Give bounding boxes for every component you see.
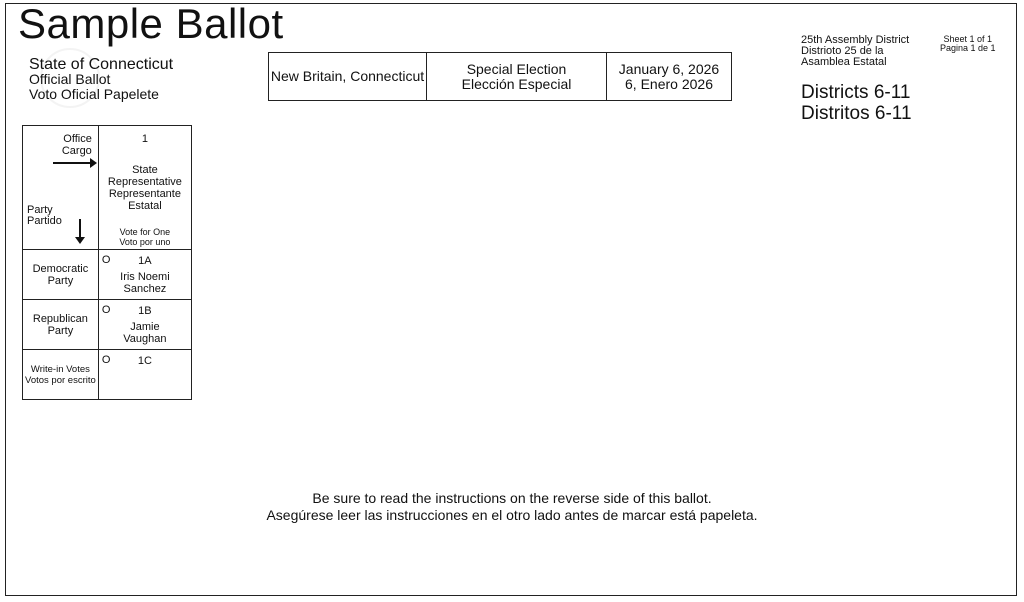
vote-oval-1a[interactable]: O — [101, 254, 111, 266]
sheet-number-es: Pagina 1 de 1 — [940, 43, 996, 53]
election-type-es: Elección Especial — [461, 75, 572, 92]
candidate-cell-1c[interactable] — [98, 350, 191, 400]
election-date-cell — [607, 53, 731, 100]
town-name: New Britain, Connecticut — [270, 68, 425, 84]
candidate-cell-1a[interactable] — [98, 250, 191, 300]
candidate-name: Iris Noemi Sanchez — [120, 271, 170, 295]
ballot-row-write-in — [23, 350, 192, 400]
candidate-cell-1b[interactable] — [98, 300, 191, 350]
vote-oval-1b[interactable]: O — [101, 304, 111, 316]
instructions — [0, 490, 1024, 524]
arrow-down-icon — [79, 219, 81, 241]
sheet-number — [940, 35, 996, 53]
party-name: Democratic — [32, 262, 89, 275]
state-name: State of Connecticut — [29, 56, 174, 73]
election-date-es: 6, Enero 2026 — [625, 75, 713, 92]
assembly-district — [801, 35, 931, 68]
office-label: Office Cargo — [61, 133, 92, 157]
town-cell — [269, 53, 427, 100]
election-type-cell — [427, 53, 607, 100]
write-in-label: Write-in Votes — [30, 363, 90, 375]
office-header — [98, 126, 191, 250]
page-title: Sample Ballot — [18, 0, 284, 47]
assembly-district-line3: Asamblea Estatal — [801, 56, 887, 68]
election-date: January 6, 2026 — [618, 60, 720, 77]
districts-en: Districts 6-11 — [801, 82, 911, 103]
grid-header-left — [23, 126, 99, 250]
party-cell: Democratic Party — [23, 250, 99, 300]
instructions-es: Asegúrese leer las instrucciones en el otro lado antes de marcar está papeleta. — [266, 507, 758, 523]
candidate-code: 1B — [138, 305, 152, 317]
office-name: State Representative Representante Estatal — [107, 164, 182, 212]
election-type: Special Election — [466, 60, 567, 77]
vote-for-label: Vote for One Voto por uno — [119, 227, 171, 247]
arrow-right-icon — [53, 162, 95, 164]
assembly-district-line2: Distrioto 25 de la — [801, 45, 884, 57]
official-ballot-label-es: Voto Oficial Papelete — [29, 86, 159, 102]
sheet-number-en: Sheet 1 of 1 — [943, 34, 993, 44]
ballot-row-democratic — [23, 250, 192, 300]
ballot-row-republican — [23, 300, 192, 350]
candidate-name: Jamie Vaughan — [123, 321, 167, 345]
state-block — [29, 57, 173, 102]
office-number: 1 — [141, 133, 148, 145]
party-cell: Republican Party — [23, 300, 99, 350]
election-header — [268, 52, 732, 101]
vote-oval-1c[interactable]: O — [101, 354, 111, 366]
ballot-grid — [22, 125, 192, 400]
districts-es: Distritos 6-11 — [801, 103, 912, 124]
party-cell: Write-in Votes Votos por escrito — [23, 350, 99, 400]
party-name: Republican — [32, 312, 88, 325]
candidate-code: 1A — [138, 255, 152, 267]
assembly-district-line1: 25th Assembly District — [801, 34, 910, 46]
party-label: Party Partido — [27, 204, 62, 227]
official-ballot-label: Official Ballot — [29, 71, 111, 87]
candidate-code: 1C — [137, 355, 152, 367]
instructions-en: Be sure to read the instructions on the reverse side of this ballot. — [312, 490, 712, 506]
districts-label — [801, 82, 912, 124]
